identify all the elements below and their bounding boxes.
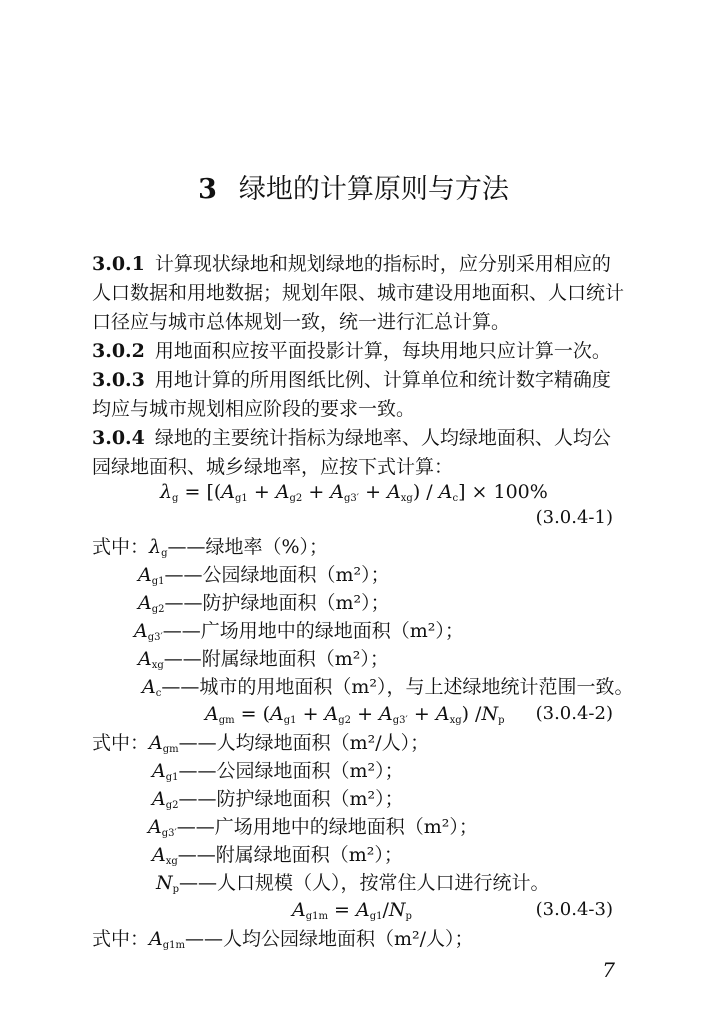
clause-text-line: 口径应与城市总体规划一致，统一进行汇总计算。	[92, 311, 511, 333]
definition-a-g3: $A_{g3'}——$广场用地中的绿地面积（m²）；	[134, 620, 464, 643]
definition-a-c: $A_c——$城市的用地面积（m²），与上述绿地统计范围一致。	[142, 676, 634, 699]
clause-text-line: 人口数据和用地数据；规划年限、城市建设用地面积、人口统计	[92, 282, 625, 304]
clause-text-line: 用地计算的所用图纸比例、计算单位和统计数字精确度	[154, 369, 611, 391]
definition-text: 公园绿地面积（m²）；	[202, 564, 390, 586]
definition-text: 防护绿地面积（m²）；	[202, 592, 390, 614]
definition-n-p: $N_p——$人口规模（人），按常住人口进行统计。	[156, 872, 550, 895]
clause-text-line: 园绿地面积、城乡绿地率，应按下式计算：	[92, 456, 454, 478]
equation-number: (3.0.4-3)	[535, 899, 613, 920]
definition-a-g3: $A_{g3'}——$广场用地中的绿地面积（m²）；	[148, 816, 478, 839]
equation-number: (3.0.4-2)	[535, 703, 613, 724]
definition-text: 附属绿地面积（m²）；	[215, 844, 403, 866]
definition-a-g2: $A_{g2}——$防护绿地面积（m²）；	[138, 592, 390, 615]
definition-a-gm: 式中：$A_{gm}——$人均绿地面积（m²/人）；	[92, 732, 430, 755]
clause-text-line: 计算现状绿地和规划绿地的指标时，应分别采用相应的	[154, 253, 611, 275]
definition-text: 人均绿地面积（m²/人）；	[216, 732, 430, 754]
clause-text-line: 绿地的主要统计指标为绿地率、人均绿地面积、人均公	[154, 427, 611, 449]
definition-text: 公园绿地面积（m²）；	[216, 760, 404, 782]
equation-3-0-4-3: $A_{g1m} = A_{g1}/N_p$	[292, 899, 412, 922]
page-number: 7	[602, 958, 615, 982]
equation-number: (3.0.4-1)	[535, 507, 613, 528]
where-label: 式中：	[92, 732, 150, 754]
definition-text: 人均公园绿地面积（m²/人）；	[223, 928, 474, 950]
definition-a-g1: $A_{g1}——$公园绿地面积（m²）；	[152, 760, 404, 783]
clause-number: 3.0.3	[92, 369, 145, 391]
chapter-title: 绿地的计算原则与方法	[238, 174, 509, 205]
clause-3-0-4	[92, 424, 611, 452]
definition-lambda-g: 式中：$\lambda_g——$绿地率（%）；	[92, 536, 329, 559]
clause-3-0-3	[92, 366, 611, 394]
equation-3-0-4-1: $\lambda_g = [(A_{g1} + A_{g2} + A_{g3'} + A_{xg}) / A_c] \times 100\%$	[160, 481, 548, 504]
equation-3-0-4-2: $A_{gm} = (A_{g1} + A_{g2} + A_{g3'} + A_{xg})$ $/N_p$	[205, 703, 505, 726]
clause-text-line: 用地面积应按平面投影计算，每块用地只应计算一次。	[154, 340, 611, 362]
definition-a-g1m: 式中：$A_{g1m}——$人均公园绿地面积（m²/人）；	[92, 928, 474, 951]
definition-text: 防护绿地面积（m²）；	[216, 788, 404, 810]
definition-text: 广场用地中的绿地面积（m²）；	[214, 816, 478, 838]
definition-a-xg: $A_{xg}——$附属绿地面积（m²）；	[138, 648, 389, 671]
clause-number: 3.0.1	[92, 253, 145, 275]
clause-3-0-1	[92, 250, 611, 278]
definition-text: 广场用地中的绿地面积（m²）；	[200, 620, 464, 642]
where-label: 式中：	[92, 536, 150, 558]
definition-a-g2: $A_{g2}——$防护绿地面积（m²）；	[152, 788, 404, 811]
clause-text-line: 均应与城市规划相应阶段的要求一致。	[92, 398, 416, 420]
chapter-number: 3	[198, 174, 217, 205]
chapter-heading	[0, 170, 707, 210]
definition-text: 附属绿地面积（m²）；	[201, 648, 389, 670]
clause-number: 3.0.2	[92, 340, 145, 362]
definition-a-g1: $A_{g1}——$公园绿地面积（m²）；	[138, 564, 390, 587]
clause-3-0-2	[92, 337, 611, 365]
definition-text: 绿地率（%）；	[205, 536, 329, 558]
definition-text: 城市的用地面积（m²），与上述绿地统计范围一致。	[199, 676, 634, 698]
definition-a-xg: $A_{xg}——$附属绿地面积（m²）；	[152, 844, 403, 867]
clause-number: 3.0.4	[92, 427, 145, 449]
definition-text: 人口规模（人），按常住人口进行统计。	[217, 872, 550, 894]
where-label: 式中：	[92, 928, 150, 950]
